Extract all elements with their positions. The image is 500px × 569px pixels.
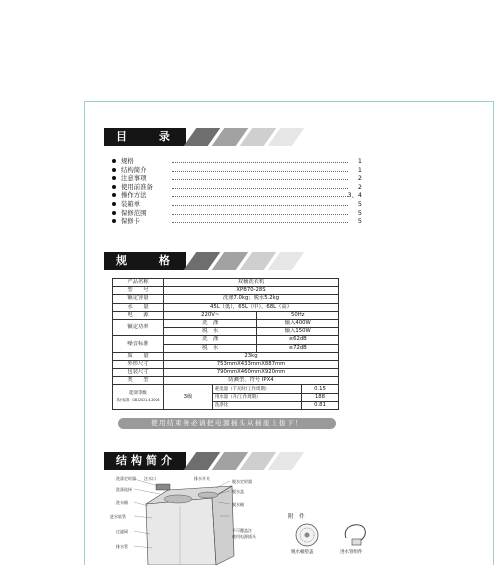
- structure-header: [104, 452, 364, 470]
- callout-label: 不可覆盖注: [232, 528, 252, 533]
- unplug-warning-banner: 使用结束务必请把电源插头从插座上拔下！: [118, 418, 336, 429]
- toc-item[interactable]: 使用前准备 2: [112, 183, 362, 192]
- inlet-hose-icon: [340, 520, 370, 548]
- washer-illustration: [108, 476, 268, 565]
- callout-label: 过滤网: [116, 529, 128, 534]
- table-row: 质 量 23kg: [113, 352, 339, 360]
- callout-label: 使用电源插头: [232, 534, 256, 539]
- table-row: 用水量（升/工作周期） 188: [113, 393, 339, 401]
- callout-label: 洗衣桶: [116, 500, 128, 505]
- spec-header: [104, 252, 364, 270]
- callout-label: 排水开关: [194, 476, 210, 481]
- callout-label: 注水口: [144, 476, 156, 481]
- table-row: 额定容量 洗涤7.0kg；脱水5.2kg: [113, 295, 339, 303]
- table-row: 包装尺寸 790mmX460mmX920mm: [113, 369, 339, 377]
- callout-label: 脱水定时器: [232, 479, 252, 484]
- table-row: 电 源 220V~ 50Hz: [113, 311, 339, 319]
- callout-label: 进水软管: [110, 514, 126, 519]
- table-row: 产品名称 双桶洗衣机: [113, 279, 339, 287]
- table-row: 外形尺寸 753mmX433mmX887mm: [113, 360, 339, 368]
- table-row: 脱 水 ≤72dB: [113, 344, 339, 352]
- table-row: 脱 水 输入150W: [113, 328, 339, 336]
- toc-list: [112, 157, 362, 226]
- accessory-label: 脱水桶垫盖: [291, 550, 314, 555]
- toc-item[interactable]: 操作方法 3、4: [112, 191, 362, 200]
- toc-item[interactable]: 注意事项 2: [112, 174, 362, 183]
- accessories-title: 附 件: [288, 514, 305, 520]
- callout-label: 排水管: [116, 544, 128, 549]
- spin-cover-icon: [294, 522, 320, 548]
- callout-label: 脱水盖: [232, 489, 244, 494]
- toc-item[interactable]: 规格 1: [112, 157, 362, 166]
- callout-label: 洗涤选择: [116, 487, 132, 492]
- toc-item[interactable]: 结构简介 1: [112, 166, 362, 175]
- callout-label: 脱水桶: [232, 502, 244, 507]
- accessory-label: 进水管组件: [340, 550, 363, 555]
- spec-title: 规 格: [104, 252, 186, 270]
- callout-label: 洗涤定时器: [116, 476, 136, 481]
- table-row: 能效等级 执行标准：GB12021.4-2004 3级 耗电量（千瓦时/工作周期） 0.15: [113, 385, 339, 393]
- toc-item[interactable]: 保修范围 5: [112, 209, 362, 218]
- toc-item[interactable]: 装箱单 5: [112, 200, 362, 209]
- spec-table: [112, 278, 339, 410]
- structure-title: 结构简介: [104, 452, 186, 470]
- toc-header: [104, 128, 364, 146]
- table-row: 水 量 45L（低），65L（中），68L（高）: [113, 303, 339, 311]
- toc-item[interactable]: 保修卡 5: [112, 217, 362, 226]
- table-row: 洗净比 0.81: [113, 401, 339, 409]
- table-row: 型 号 XPB70-28S: [113, 287, 339, 295]
- table-row: 类 型 防溅型，符号 IPX4: [113, 377, 339, 385]
- toc-title: 目 录: [104, 128, 186, 146]
- washer-structure-diagram: [108, 476, 268, 565]
- table-row: 噪音标准 洗 涤 ≤62dB: [113, 336, 339, 344]
- table-row: 额定功率 洗 涤 输入400W: [113, 319, 339, 327]
